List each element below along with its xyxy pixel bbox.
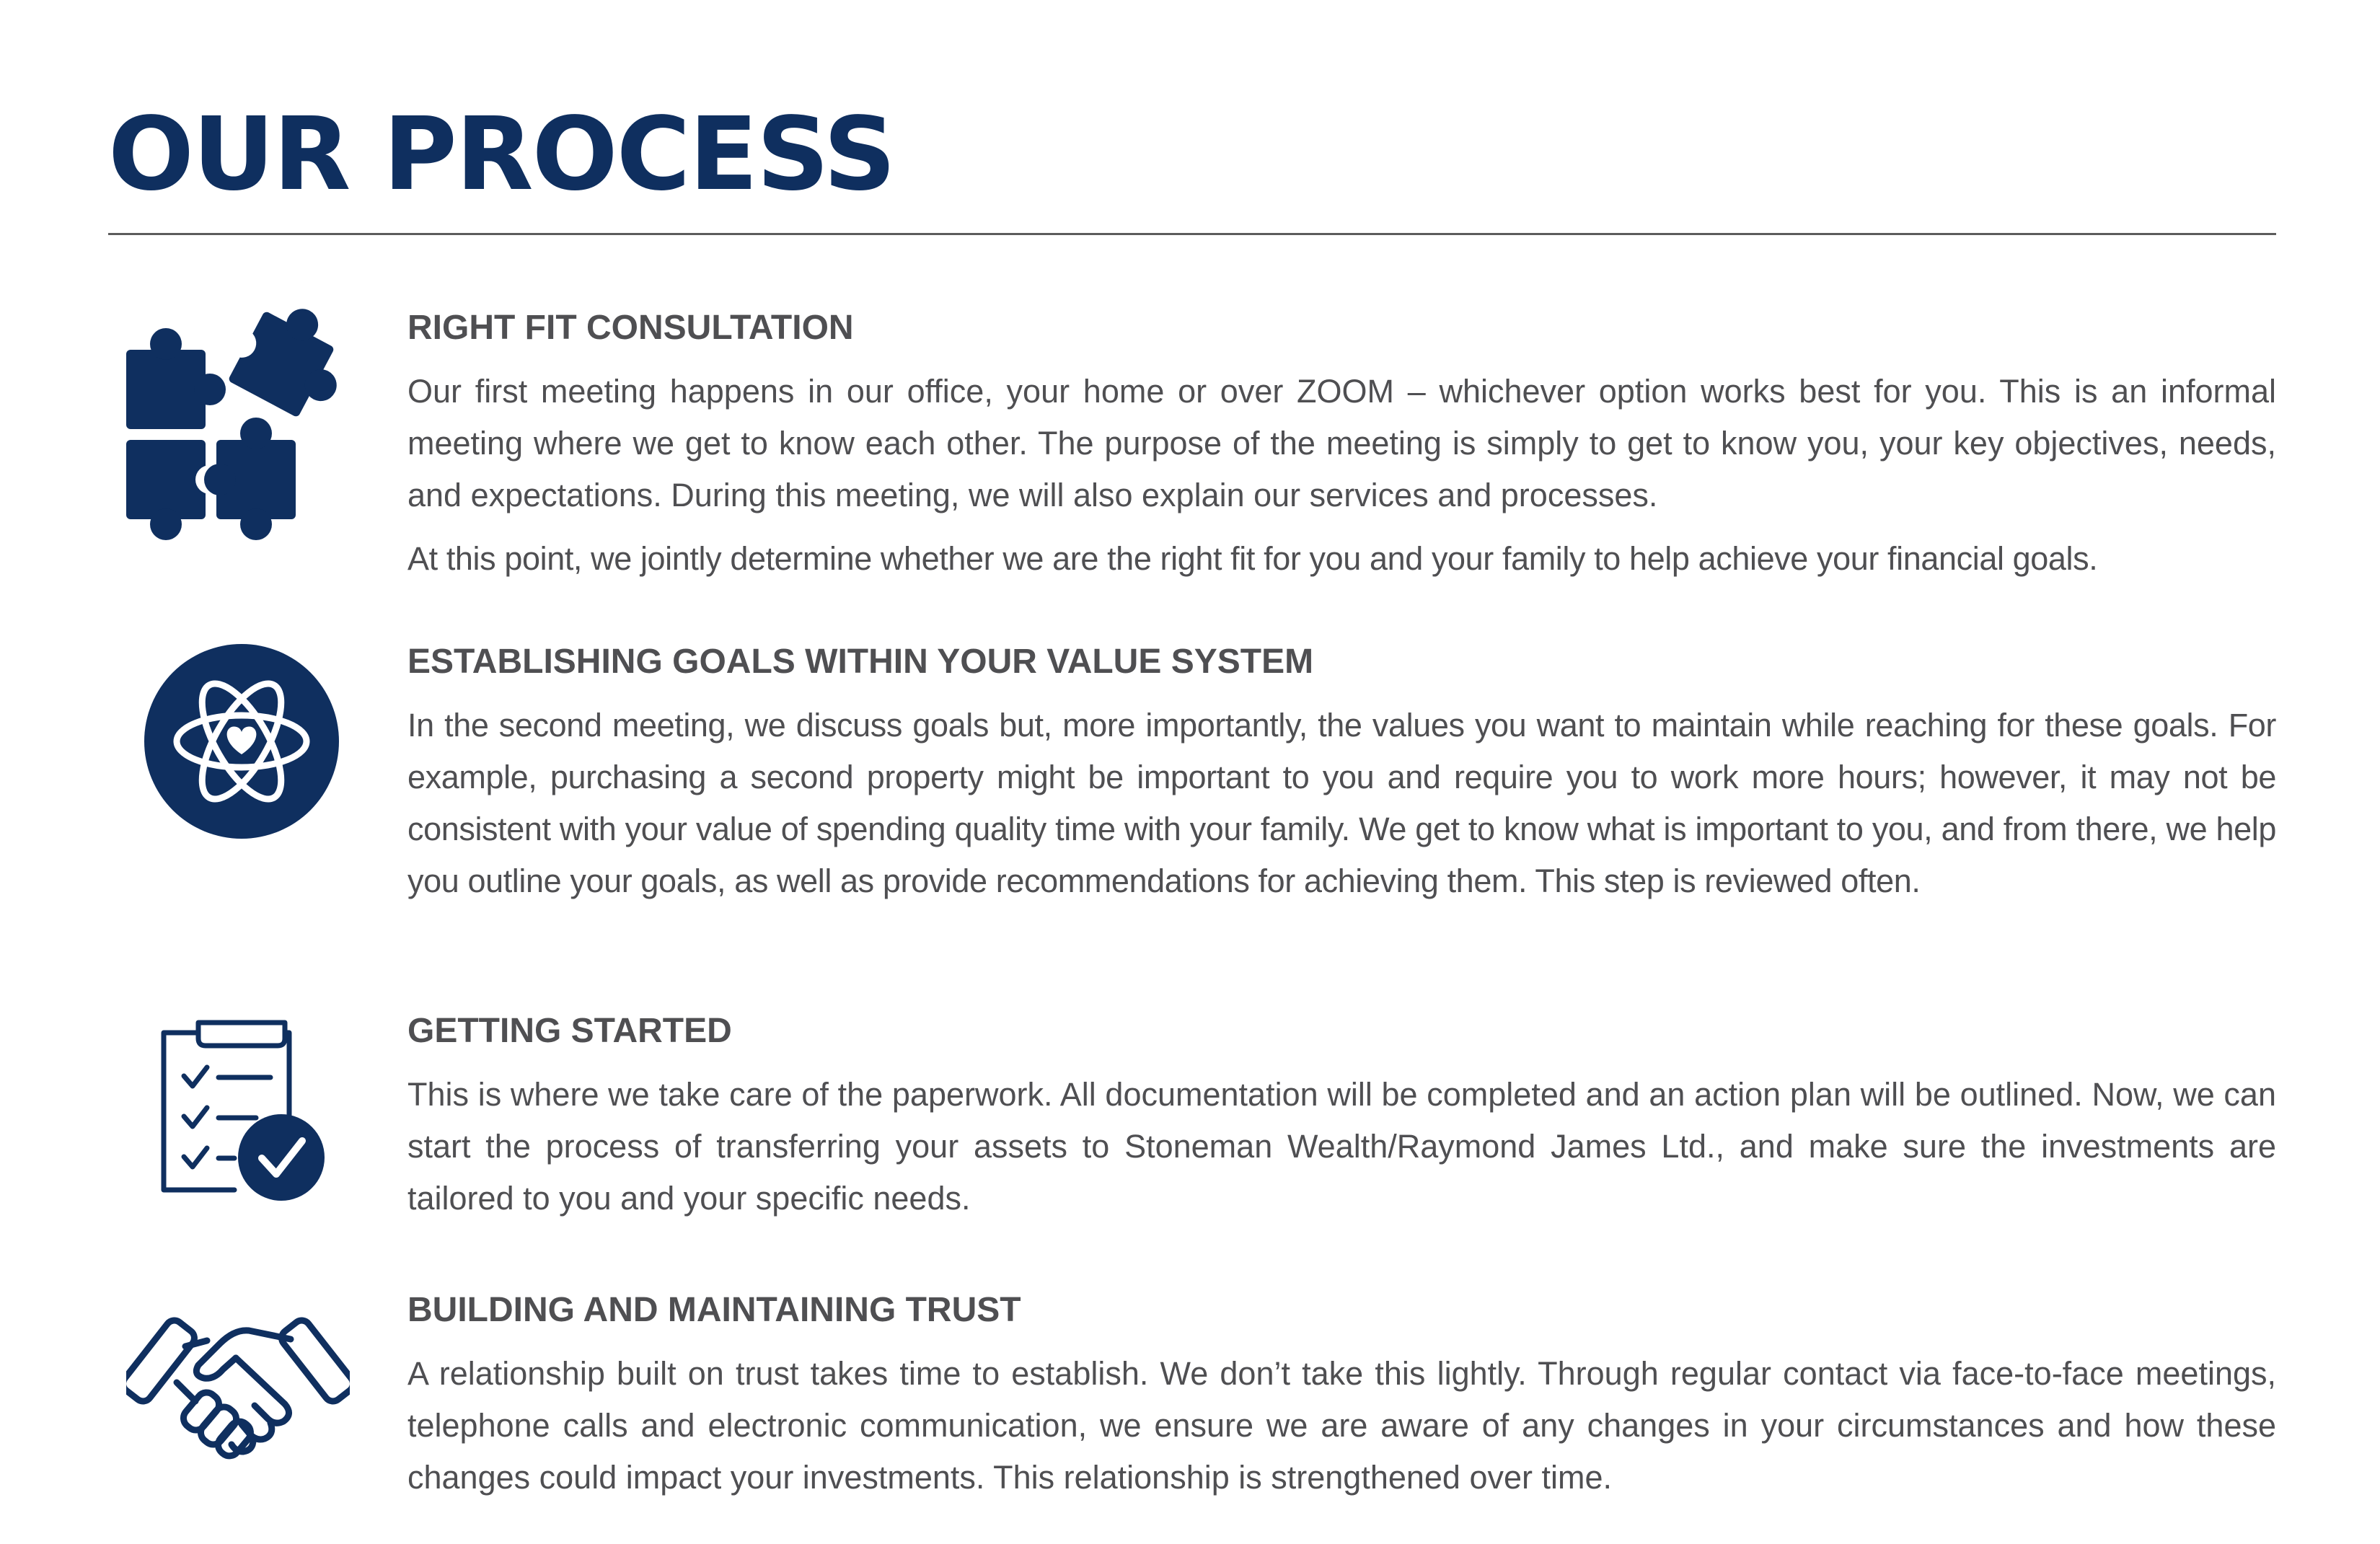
section-heading: ESTABLISHING GOALS WITHIN YOUR VALUE SYSTEM: [407, 643, 1314, 681]
clipboard-checklist-icon: [155, 1017, 328, 1204]
section-heading: BUILDING AND MAINTAINING TRUST: [407, 1291, 1021, 1329]
section-heading: RIGHT FIT CONSULTATION: [407, 309, 854, 347]
handshake-icon: [126, 1303, 350, 1462]
page-title: OUR PROCESS: [108, 96, 895, 213]
section-content: [407, 1289, 2276, 1504]
section-heading: GETTING STARTED: [407, 1012, 732, 1050]
section-content: [407, 640, 2276, 907]
section-paragraph: In the second meeting, we discuss goals but, more importantly, the values you want to maintain while reaching for these goals. For example, purchasing a second property might be important to you and require you to work more hours; however, it may not be consistent with your value of spending quality time with your family. We get to know what is important to you, and from there, we help you outline your goals, as well as provide recommendations for achieving them. This step is reviewed often.: [407, 707, 2276, 899]
section-content: [407, 1010, 2276, 1225]
section-paragraph: This is where we take care of the paperwork. All documentation will be completed and an action plan will be outlined. Now, we can start the process of transferring your assets to Stoneman Wealth/Raymond James Ltd., and make sure the investments are tailored to you and your specific needs.: [407, 1076, 2276, 1217]
section-content: [407, 306, 2276, 585]
section-paragraph: Our first meeting happens in our office, your home or over ZOOM – whichever option works best for you. This is an informal meeting where we get to know each other. The purpose of the meeting is simply to get to know you, your key objectives, needs, and expectations. During this meeting, we will also explain our services and processes.: [407, 373, 2276, 513]
atom-heart-icon: [126, 640, 357, 842]
section-paragraph: A relationship built on trust takes time to establish. We don’t take this lightly. Through regular contact via face-to-face meetings, telephone calls and electronic communication, we ensure we are aware of any changes in your circumstances and how these changes could impact your investments. This relationship is strengthened over time.: [407, 1355, 2276, 1496]
title-divider: [108, 233, 2276, 235]
puzzle-pieces-icon: [119, 306, 350, 552]
section-paragraph: At this point, we jointly determine whether we are the right fit for you and your family to help achieve your financial goals.: [407, 540, 2098, 577]
